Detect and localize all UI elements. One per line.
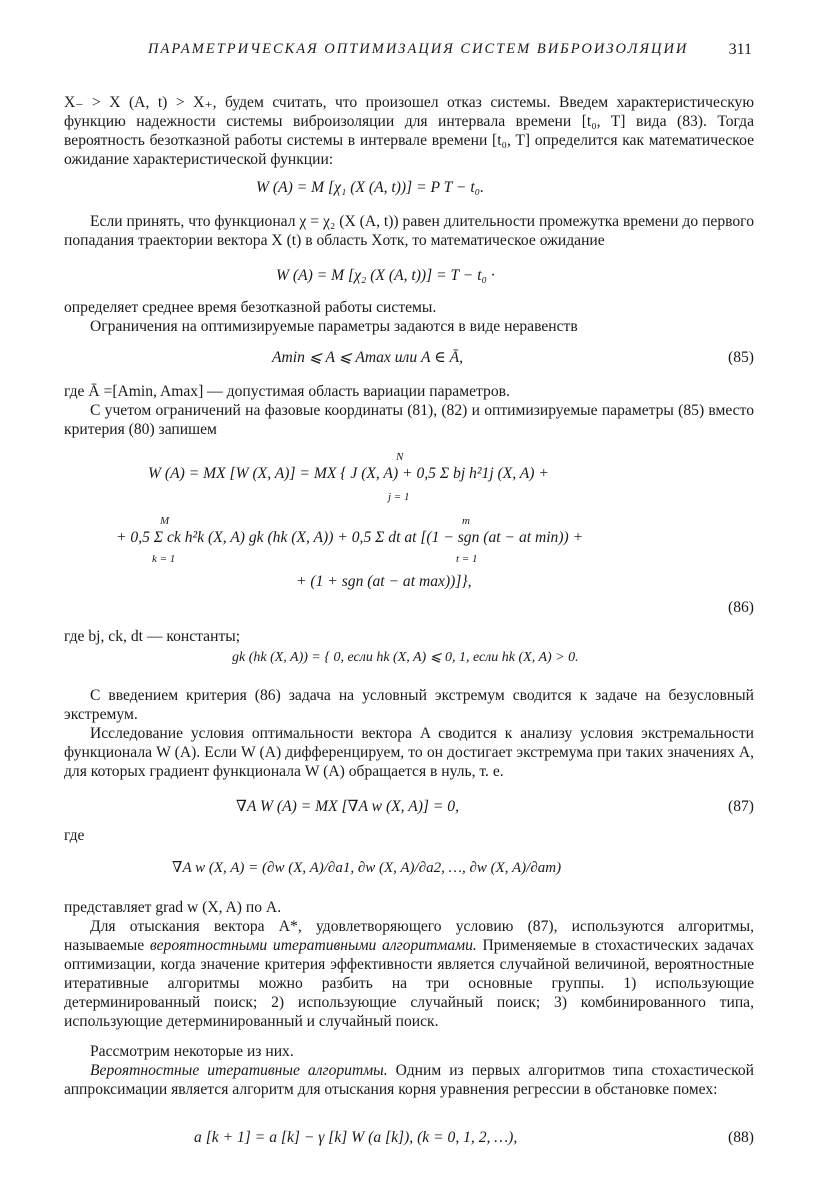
sum-lower-k1: k = 1 (152, 553, 176, 565)
equation-88: a [k + 1] = a [k] − γ [k] W (a [k]), (k = 0, 1, 2, …), (88) (194, 1129, 754, 1146)
equation-gradient: ∇A w (X, A) = (∂w (X, A)/∂a1, ∂w (X, A)/∂a2, …, ∂w (X, A)/∂am) (172, 860, 562, 876)
paragraph-14: Вероятностные итеративные алгоритмы. Одним из первых алгоритмов типа стохастической аппроксимации является алгоритм для отыскания корня уравнения регрессии в обстановке помех: (64, 1062, 755, 1098)
paragraph-1: X₋ > X (A, t) > X₊, будем считать, что произошел отказ системы. Введем характеристическую функцию надежности системы виброизоляции для интервала времени [t₀, T] вида (83). Тогда вероятность безотказной работы системы в интервале времени [t₀, T] определится как математическое ожидание характеристической функции: (64, 94, 754, 168)
equation-number-87: (87) (728, 798, 754, 815)
paragraph-12: Для отыскания вектора A*, удовлетворяющего условию (87), используются алгоритмы, называемые вероятностными итеративными алгоритмами. Применяемые в стохастических задачах оптимизации, когда значение критерия эффективности является случайной величиной, вероятностные итеративные алгоритмы можно разбить на три основные группы. 1) использующие детерминированный поиск; 2) использующие случайный поиск; 3) комбинированного типа, использующие детерминированный и случайный поиск. (64, 918, 754, 1030)
page-number: 311 (728, 41, 752, 58)
paragraph-13: Рассмотрим некоторые из них. (90, 1043, 294, 1060)
paragraph-3: определяет среднее время безотказной работы системы. (64, 299, 437, 316)
running-header (90, 40, 752, 62)
paragraph-11: представляет grad w (X, A) по A. (64, 899, 282, 916)
equation-85: Amin ⩽ A ⩽ Amax или A ∈ Ā, (85) (272, 349, 754, 366)
running-title: ПАРАМЕТРИЧЕСКАЯ ОПТИМИЗАЦИЯ СИСТЕМ ВИБРОИЗОЛЯЦИИ (148, 41, 689, 57)
equation-number-88: (88) (728, 1129, 754, 1146)
sum-lower-t1: t = 1 (456, 553, 478, 565)
emphasis-probabilistic-algorithms: вероятностными итеративными алгоритмами. (149, 937, 477, 954)
paragraph-7: где bj, ck, dt — константы; (64, 628, 241, 645)
paragraph-10: где (64, 827, 85, 844)
paragraph-4: Ограничения на оптимизируемые параметры задаются в виде неравенств (90, 318, 578, 335)
equation-86-line-3: + (1 + sgn (at − at max))]}, (296, 573, 472, 590)
sum-upper-M: M (160, 515, 170, 527)
paragraph-5: где Ā =[Amin, Amax] — допустимая область вариации параметров. (64, 383, 510, 400)
equation-87: ∇A W (A) = MX [∇A w (X, A)] = 0, (87) (236, 798, 754, 815)
section-heading-inline: Вероятностные итеративные алгоритмы. (90, 1062, 388, 1079)
paragraph-9: Исследование условия оптимальности вектора A сводится к анализу условия экстремальности функционала W (A). Если W (A) дифференцируем, то он достигает экстремума при таких значениях A, для которых градиент функционала W (A) обращается в нуль, т. е. (64, 725, 754, 780)
equation-number-86: (86) (728, 599, 754, 616)
equation-g: gk (hk (X, A)) = { 0, если hk (X, A) ⩽ 0, 1, если hk (X, A) > 0. (232, 650, 579, 665)
equation-86-line-2: + 0,5 Σ ck h²k (X, A) gk (hk (X, A)) + 0,5 Σ dt at [(1 − sgn (at − at min)) + (116, 529, 584, 546)
sum-lower-j1: j = 1 (388, 491, 410, 503)
equation-86 (64, 450, 754, 616)
equation-number-85: (85) (728, 349, 754, 366)
paragraph-8: С введением критерия (86) задача на условный экстремум сводится к задаче на безусловный экстремум. (64, 687, 754, 723)
sum-upper-m: m (462, 515, 470, 527)
equation-w-probability: W (A) = M [χ₁ (X (A, t))] = P T − t₀. (256, 179, 484, 196)
paragraph-6: С учетом ограничений на фазовые координаты (81), (82) и оптимизируемые параметры (85) вместо критерия (80) запишем (64, 402, 754, 438)
sum-upper-N: N (396, 451, 404, 463)
equation-w-mean-time: W (A) = M [χ₂ (X (A, t))] = T − t₀ · (276, 267, 495, 284)
paragraph-2: Если принять, что функционал χ = χ₂ (X (A, t)) равен длительности промежутка времени до первого попадания траектории вектора X (t) в область Xотк, то математическое ожидание (64, 213, 754, 249)
equation-86-line-1: W (A) = MX [W (X, A)] = MX { J (X, A) + 0,5 Σ bj h²1j (X, A) + (148, 465, 549, 482)
